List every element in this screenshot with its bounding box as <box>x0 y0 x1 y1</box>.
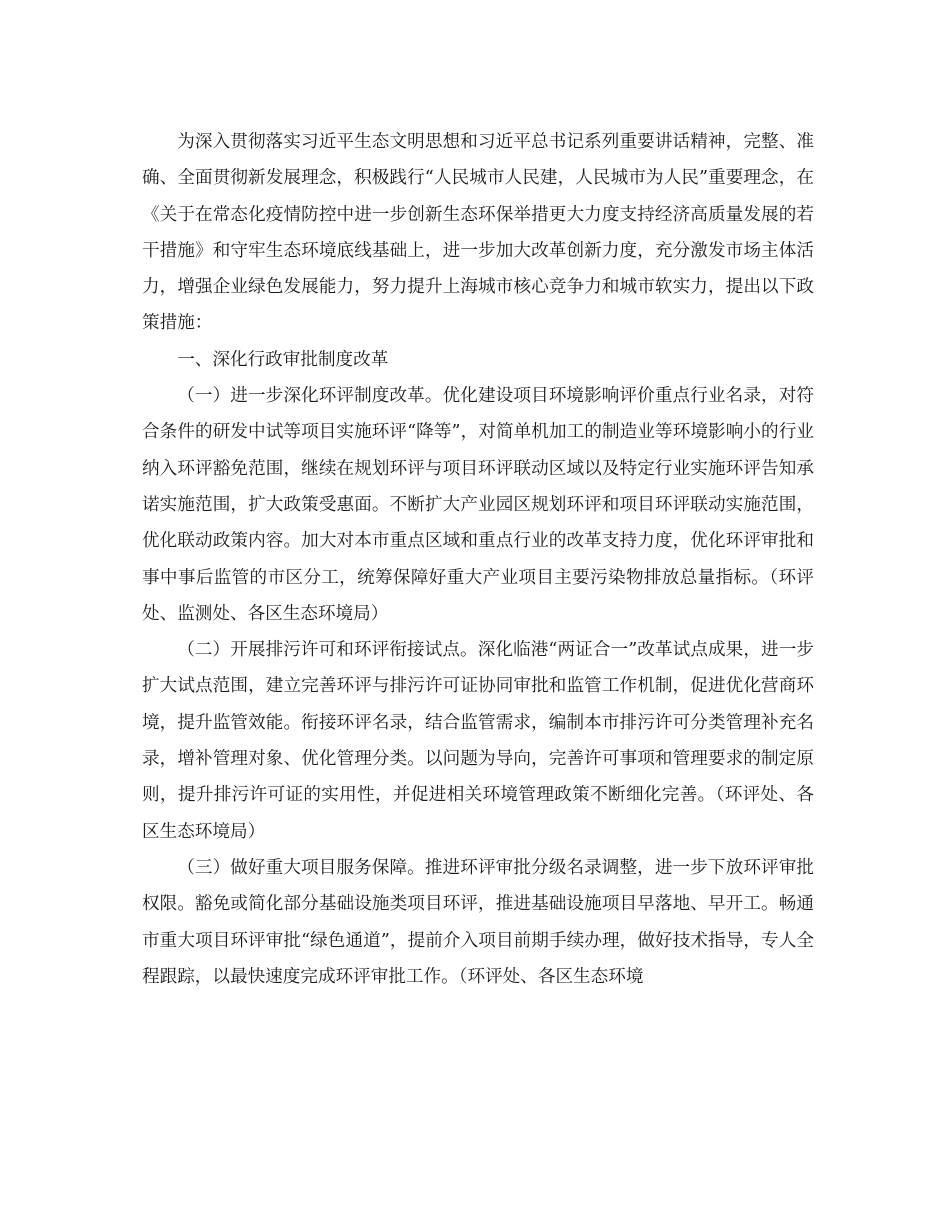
intro-paragraph: 为深入贯彻落实习近平生态文明思想和习近平总书记系列重要讲话精神，完整、准确、全面贯彻新发展理念，积极践行“人民城市人民建，人民城市为人民”重要理念，在《关于在常态化疫情防控中进一步创新生态环保举措更大力度支持经济高质量发展的若干措施》和守牢生态环境底线基础上，进一步加大改革创新力度，充分激发市场主体活力，增强企业绿色发展能力，努力提升上海城市核心竞争力和城市软实力，提出以下政策措施： <box>142 132 814 334</box>
document-body <box>142 124 814 995</box>
section-heading-1: 一、深化行政审批制度改革 <box>177 349 389 370</box>
clause-paragraph-3: （三）做好重大项目服务保障。推进环评审批分级名录调整，进一步下放环评审批权限。豁免或简化部分基础设施类项目环评，推进基础设施项目早落地、早开工。畅通市重大项目环评审批“绿色通道”，提前介入项目前期手续办理，做好技术指导，专人全程跟踪，以最快速度完成环评审批工作。（环评处、各区生态环境 <box>142 857 814 987</box>
clause-paragraph-1: （一）进一步深化环评制度改革。优化建设项目环境影响评价重点行业名录，对符合条件的研发中试等项目实施环评“降等”，对简单机加工的制造业等环境影响小的行业纳入环评豁免范围，继续在规划环评与项目环评联动区域以及特定行业实施环评告知承诺实施范围，扩大政策受惠面。不断扩大产业园区规划环评和项目环评联动实施范围，优化联动政策内容。加大对本市重点区域和重点行业的改革支持力度，优化环评审批和事中事后监管的市区分工，统筹保障好重大产业项目主要污染物排放总量指标。（环评处、监测处、各区生态环境局） <box>142 386 814 624</box>
clause-paragraph-2: （二）开展排污许可和环评衔接试点。深化临港“两证合一”改革试点成果，进一步扩大试点范围，建立完善环评与排污许可证协同审批和监管工作机制，促进优化营商环境，提升监管效能。衔接环评名录，结合监管需求，编制本市排污许可分类管理补充名录，增补管理对象、优化管理分类。以问题为导向，完善许可事项和管理要求的制定原则，提升排污许可证的实用性，并促进相关环境管理政策不断细化完善。（环评处、各区生态环境局） <box>142 640 814 842</box>
